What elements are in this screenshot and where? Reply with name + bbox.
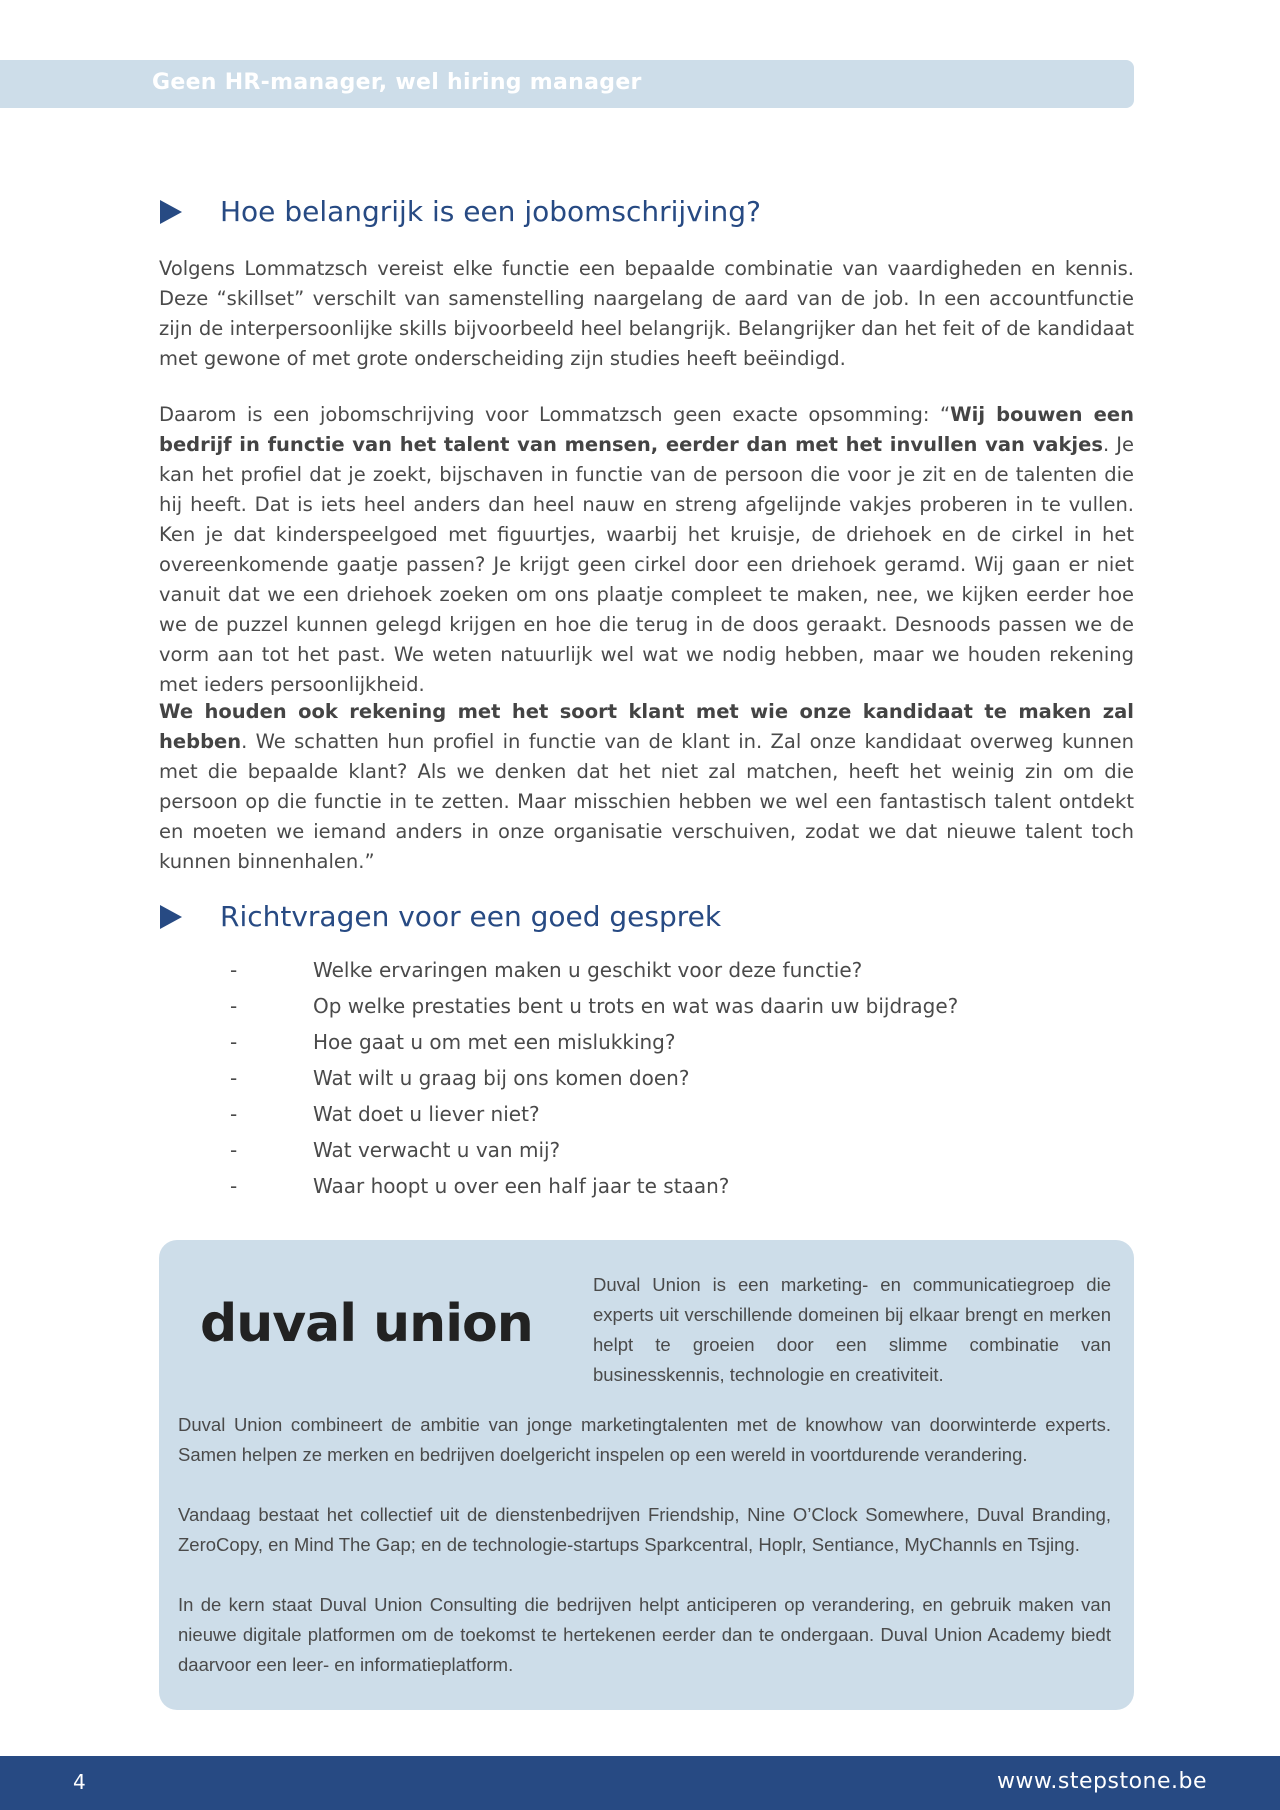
list-item-text: Wat doet u liever niet? [313, 1102, 540, 1126]
paragraph-bold: We houden ook rekening met het soort klant met wie onze kandidaat te maken zal hebben [159, 700, 1134, 753]
company-paragraph: In de kern staat Duval Union Consulting die bedrijven helpt anticiperen op verandering, en gebruik maken van nieuwe digitale platformen om de toekomst te hertekenen eerder dan te ondergaan. Duval Union Academy biedt daarvoor een leer- en informatieplatform. [178, 1594, 1111, 1675]
list-item [230, 1096, 958, 1132]
paragraph: Volgens Lommatzsch vereist elke functie een bepaalde combinatie van vaardigheden en kennis. Deze “skillset” verschilt van samenstelling naargelang de aard van de job. In een accountfunctie zijn de interpersoonlijke skills bijvoorbeeld heel belangrijk. Belangrijker dan het feit of de kandidaat met gewone of met grote onderscheiding zijn studies heeft beëindigd. [159, 257, 1134, 370]
paragraph-intro: Daarom is een jobomschrijving voor Lommatzsch geen exacte opsomming: “ [159, 403, 951, 426]
company-intro: Duval Union is een marketing- en communicatiegroep die experts uit verschillende domeinen bij elkaar brengt en merken helpt te groeien door een slimme combinatie van businesskennis, technologie en creativiteit. [593, 1274, 1111, 1385]
list-item-text: Wat wilt u graag bij ons komen doen? [313, 1066, 690, 1090]
paragraph-rest: . We schatten hun profiel in functie van de klant in. Zal onze kandidaat overweg kunnen met die bepaalde klant? Als we denken dat het niet zal matchen, heeft het weinig zin om die persoon op die functie in te zetten. Maar misschien hebben we wel een fantastisch talent ontdekt en moeten we iemand anders in onze organisatie verschuiven, zodat we dat nieuwe talent toch kunnen binnenhalen.” [159, 730, 1134, 873]
list-item-text: Op welke prestaties bent u trots en wat was daarin uw bijdrage? [313, 994, 959, 1018]
section-title: Hoe belangrijk is een jobomschrijving? [220, 195, 761, 228]
list-item-text: Hoe gaat u om met een mislukking? [313, 1030, 676, 1054]
list-item [230, 1024, 958, 1060]
page-number: 4 [73, 1770, 86, 1794]
paragraph [159, 400, 1134, 700]
list-bullet: - [230, 1102, 238, 1126]
paragraph-rest: . Je kan het profiel dat je zoekt, bijschaven in functie van de persoon die voor je zit en de talenten die hij heeft. Dat is iets heel anders dan heel nauw en streng afgelijnde vakjes proberen in te vullen. Ken je dat kinderspeelgoed met figuurtjes, waarbij het kruisje, de driehoek en de cirkel in het overeenkomende gaatje passen? Je krijgt geen cirkel door een driehoek geramd. Wij gaan er niet vanuit dat we een driehoek zoeken om ons plaatje compleet te maken, nee, we kijken eerder hoe we de puzzel kunnen gelegd krijgen en hoe die terug in de doos geraakt. Desnoods passen we de vorm aan tot het past. We weten natuurlijk wel wat we nodig hebben, maar we houden rekening met ieders persoonlijkheid. [159, 433, 1134, 696]
company-paragraph: Vandaag bestaat het collectief uit de dienstenbedrijven Friendship, Nine O’Clock Somewhere, Duval Branding, ZeroCopy, en Mind The Gap; en de technologie-startups Sparkcentral, Hoplr, Sentiance, MyChannls en Tsjing. [178, 1504, 1111, 1555]
section-title: Richtvragen voor een goed gesprek [220, 900, 722, 933]
paragraph-bold: Wij bouwen een bedrijf in functie van het talent van mensen, eerder dan met het invullen van vakjes [159, 403, 1134, 456]
list-item-text: Welke ervaringen maken u geschikt voor deze functie? [313, 958, 863, 982]
paragraph [159, 697, 1134, 877]
list-item [230, 1060, 958, 1096]
list-item-text: Waar hoopt u over een half jaar te staan? [313, 1174, 730, 1198]
play-arrow-icon [160, 905, 182, 929]
page-footer [0, 1756, 1280, 1810]
list-bullet: - [230, 994, 238, 1018]
duval-union-logo: duval union [200, 1294, 533, 1354]
list-item-text: Wat verwacht u van mij? [313, 1138, 561, 1162]
list-bullet: - [230, 1066, 238, 1090]
list-bullet: - [230, 1174, 238, 1198]
website-url: www.stepstone.be [996, 1769, 1207, 1794]
company-paragraph: Duval Union combineert de ambitie van jonge marketingtalenten met de knowhow van doorwinterde experts. Samen helpen ze merken en bedrijven doelgericht inspelen op een wereld in voortdurende verandering. [178, 1414, 1111, 1465]
list-item [230, 1132, 958, 1168]
list-bullet: - [230, 1030, 238, 1054]
list-bullet: - [230, 1138, 238, 1162]
list-bullet: - [230, 958, 238, 982]
list-item [230, 988, 958, 1024]
question-list [230, 952, 958, 1204]
list-item [230, 1168, 958, 1204]
list-item [230, 952, 958, 988]
section-heading-jobomschrijving [160, 195, 761, 228]
section-heading-richtvragen [160, 900, 721, 933]
play-arrow-icon [160, 200, 182, 224]
page-section-title: Geen HR-manager, wel hiring manager [152, 70, 642, 95]
